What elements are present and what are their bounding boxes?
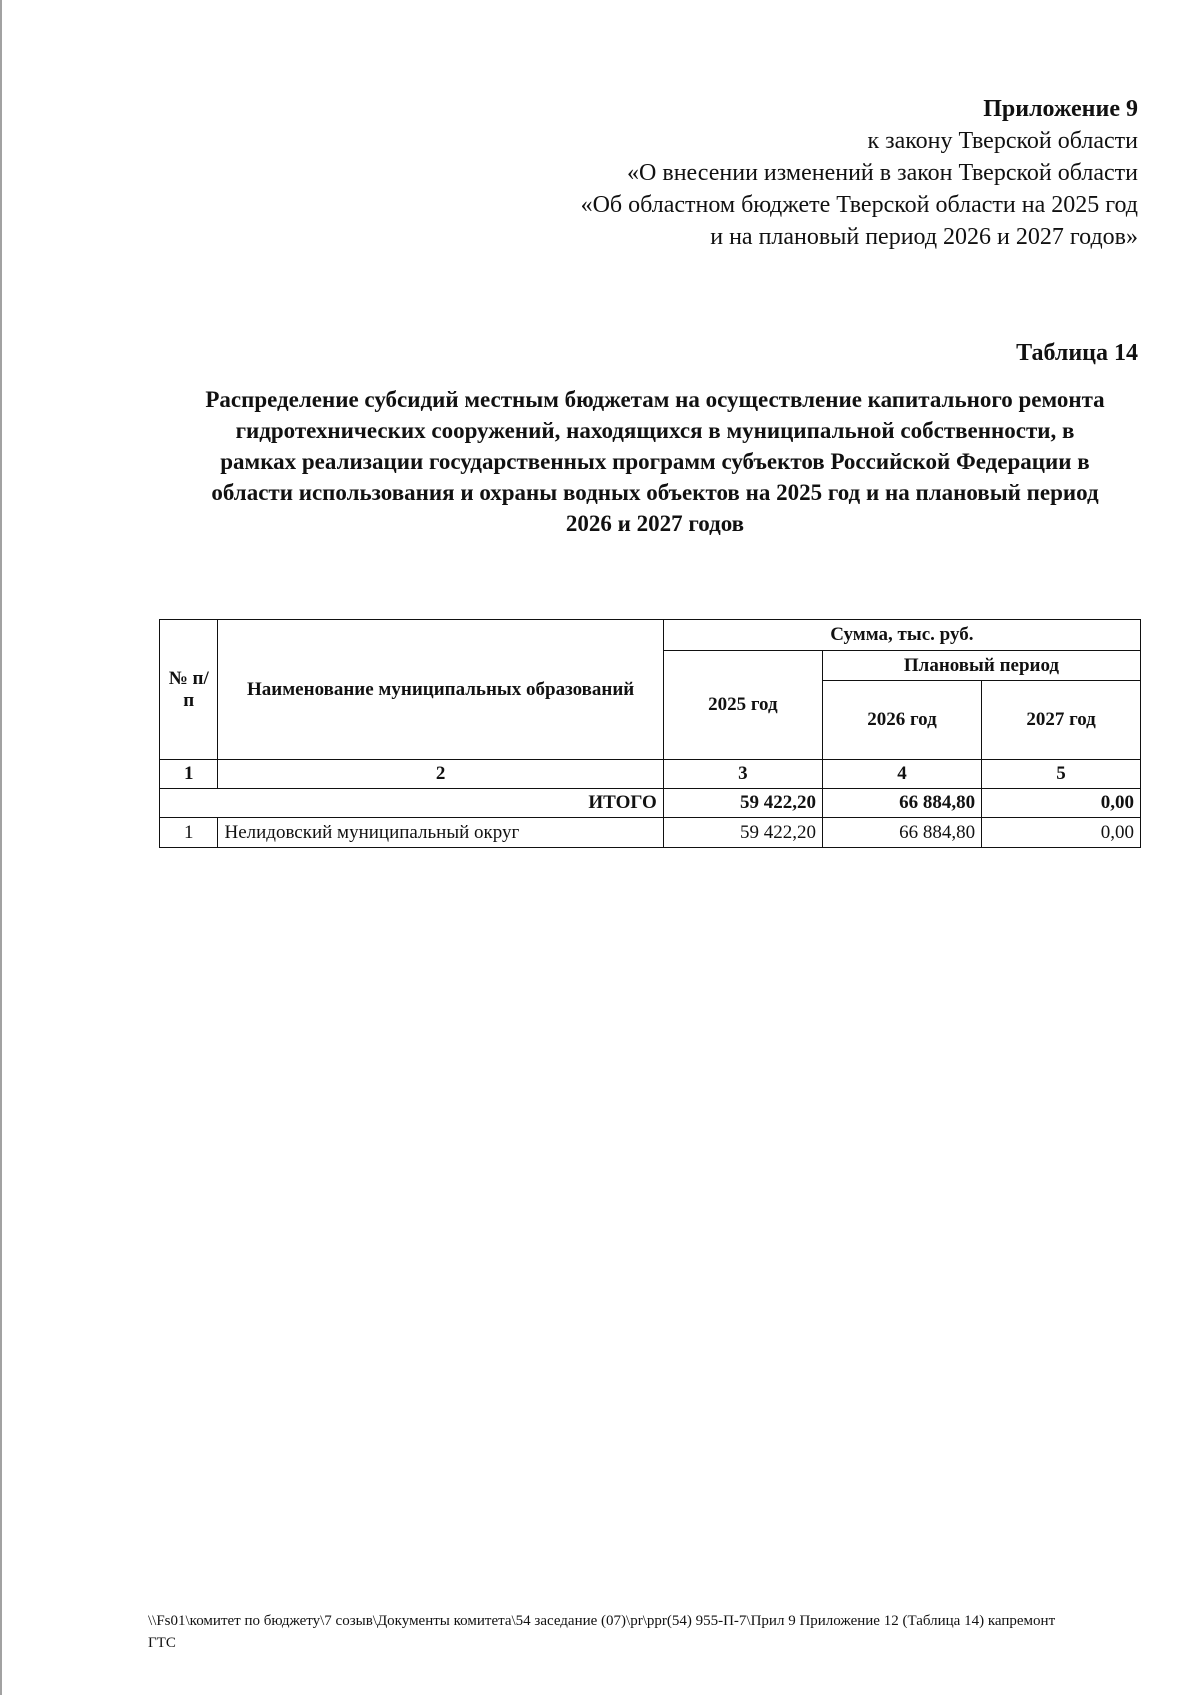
total-2027: 0,00 [982,789,1141,818]
table-row [160,818,1141,848]
footer-line-2: ГТС [148,1635,176,1651]
row-2027: 0,00 [982,818,1141,848]
header-name: Наименование муниципальных образований [218,620,663,760]
appendix-header [438,93,1138,253]
appendix-line-4: и на плановый период 2026 и 2027 годов» [710,224,1138,250]
file-path-footer [148,1610,1138,1654]
title-line-3: рамках реализации государственных программ субъектов Российской Федерации в [220,449,1090,474]
header-2025: 2025 год [663,651,822,760]
total-row [160,789,1141,818]
column-index-row [160,760,1141,789]
title-line-2: гидротехнических сооружений, находящихся в муниципальной собственности, в [235,418,1075,443]
appendix-number: Приложение 9 [983,96,1138,122]
total-2026: 66 884,80 [822,789,981,818]
index-cell: 3 [663,760,822,789]
index-cell: 1 [160,760,218,789]
title-line-5: 2026 и 2027 годов [565,511,745,536]
row-2025: 59 422,20 [663,818,822,848]
row-name: Нелидовский муниципальный округ [218,818,663,848]
appendix-line-3: «Об областном бюджете Тверской области на 2025 год [580,192,1138,218]
row-number: 1 [160,818,218,848]
appendix-line-1: к закону Тверской области [867,128,1138,154]
subsidy-table [159,619,1141,848]
index-cell: 5 [982,760,1141,789]
title-line-1: Распределение субсидий местным бюджетам на осуществление капитального ремонта [205,387,1105,412]
table-label: Таблица 14 [1016,340,1138,366]
row-2026: 66 884,80 [822,818,981,848]
total-label: ИТОГО [160,789,664,818]
header-2027: 2027 год [982,681,1141,760]
title-line-4: области использования и охраны водных объектов на 2025 год и на плановый период [211,480,1099,505]
header-2026: 2026 год [822,681,981,760]
scan-edge [0,0,2,1695]
total-2025: 59 422,20 [663,789,822,818]
appendix-line-2: «О внесении изменений в закон Тверской области [627,160,1138,186]
header-sum: Сумма, тыс. руб. [663,620,1140,651]
index-cell: 4 [822,760,981,789]
header-number: № п/п [160,620,218,760]
document-title [160,384,1150,539]
footer-line-1: \\Fs01\комитет по бюджету\7 созыв\Документы комитета\54 заседание (07)\pr\ppr(54) 955-П-7\Прил 9 Приложение 12 (Таблица 14) капремонт [148,1613,1056,1629]
index-cell: 2 [218,760,663,789]
header-planned-period: Плановый период [822,651,1140,681]
